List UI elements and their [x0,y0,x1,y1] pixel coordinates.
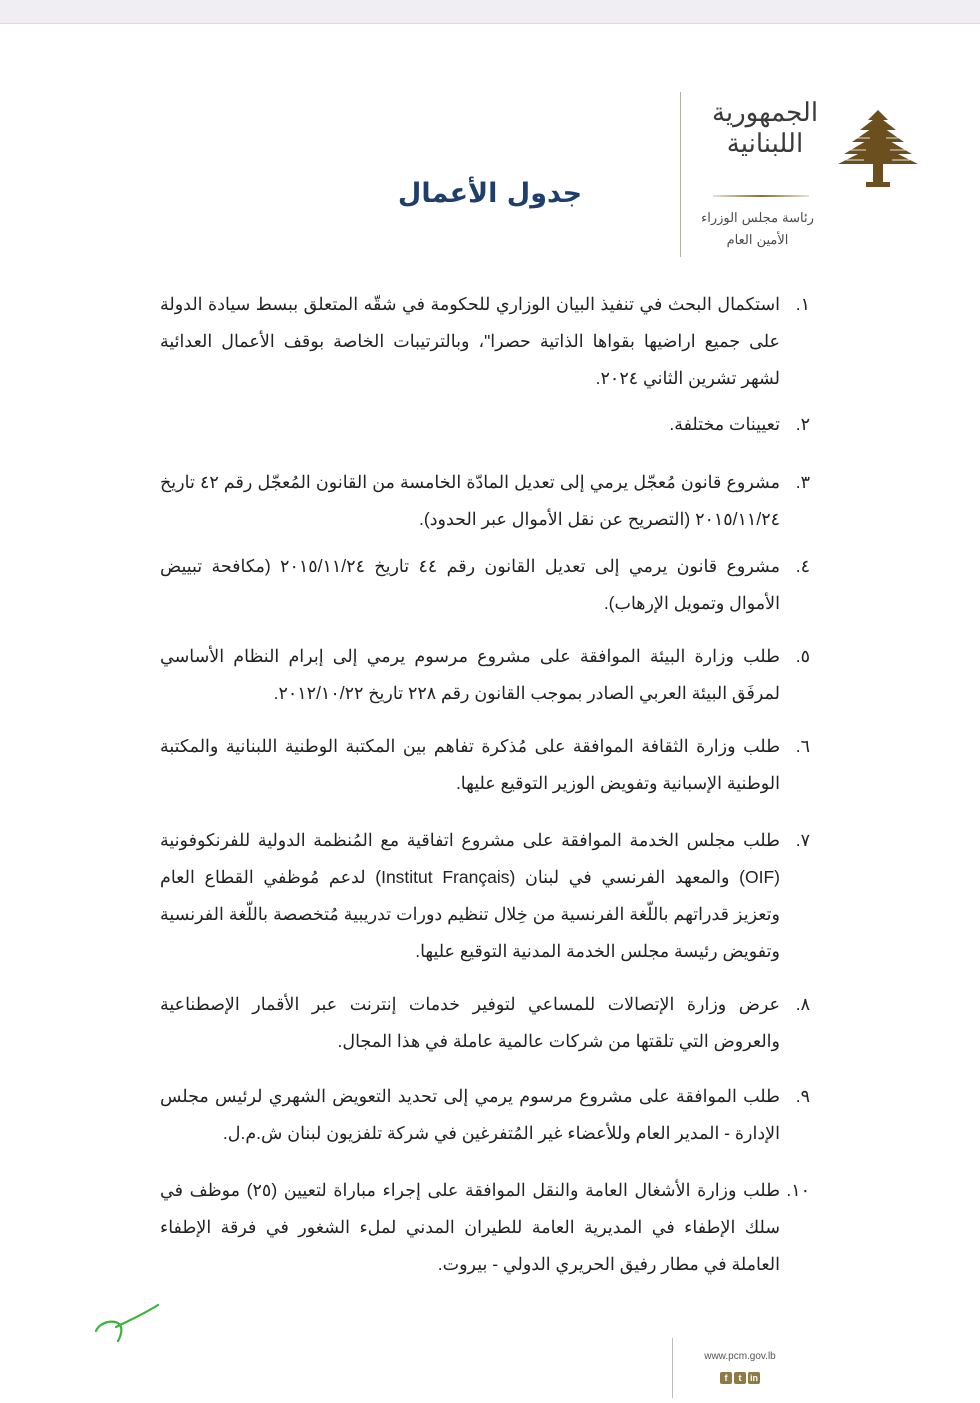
item-number: ٣. [795,472,810,492]
republic-line-2: اللبنانية [726,129,804,159]
agenda-item [160,822,810,970]
cedar-tree-icon [836,108,920,188]
agenda-item [160,548,810,622]
document-title: جدول الأعمال [397,178,583,209]
item-number: ٧. [795,830,810,850]
agenda-item [160,406,810,443]
item-number: ٤. [795,556,810,576]
item-text: طلب وزارة البيئة الموافقة على مشروع مرسوم يرمي إلى إبرام النظام الأساسي لمرفَق البيئة العربي الصادر بموجب القانون رقم ٢٢٨ تاريخ ٢٠١٢/١٠/٢٢. [160,646,780,703]
item-number: ٦. [795,736,810,756]
website-link[interactable]: www.pcm.gov.lb [704,1351,776,1362]
item-number: ٢. [795,414,810,434]
item-number: ١٠. [786,1180,810,1200]
item-text: تعيينات مختلفة. [669,414,780,434]
item-number: ٩. [795,1086,810,1106]
agenda-item [160,728,810,802]
item-text: عرض وزارة الإتصالات للمساعي لتوفير خدمات إنترنت عبر الأقمار الإصطناعية والعروض التي تلقتها من شركات عالمية عاملة في هذا المجال. [160,994,780,1051]
secretary-general-label: الأمين العام [726,233,789,248]
item-number: ١. [795,294,810,314]
letterhead-divider [680,92,681,257]
agenda-item [160,638,810,712]
viewer-top-bar [0,0,980,24]
item-text: طلب مجلس الخدمة الموافقة على مشروع اتفاقية مع المُنظمة الدولية للفرنكوفونية (OIF) والمعهد الفرنسي في لبنان (Institut Français) لدعم مُوظفي القطاع العام وتعزيز قدراتهم باللّغة الفرنسية من خِلال تنظيم دورات تدريبية مُتخصصة باللّغة الفرنسية وتفويض رئيسة مجلس الخدمة المدنية التوقيع عليها. [160,830,780,961]
republic-name [700,98,830,160]
item-text: طلب وزارة الأشغال العامة والنقل الموافقة على إجراء مباراة لتعيين (٢٥) موظف في سلك الإطفاء في المديرية العامة للطيران المدني لملء الشغور في فرقة الإطفاء العاملة في مطار رفيق الحريري الدولي - بيروت. [160,1180,780,1274]
gold-divider [713,195,809,197]
item-text: مشروع قانون يرمي إلى تعديل القانون رقم ٤٤ تاريخ ٢٠١٥/١١/٢٤ (مكافحة تبييض الأموال وتمويل الإرهاب). [160,556,780,613]
item-number: ٨. [795,994,810,1014]
item-text: طلب وزارة الثقافة الموافقة على مُذكرة تفاهم بين المكتبة الوطنية اللبنانية والمكتبة الوطنية الإسبانية وتفويض الوزير التوقيع عليها. [160,736,780,793]
twitter-icon[interactable]: t [734,1372,746,1384]
item-text: مشروع قانون مُعجّل يرمي إلى تعديل المادّة الخامسة من القانون المُعجّل رقم ٤٢ تاريخ ٢٠١٥/١١/٢٤ (التصريح عن نقل الأموال عبر الحدود). [160,472,780,529]
agenda-item [160,1172,810,1283]
agenda-item [160,286,810,397]
agenda-item [160,986,810,1060]
presidency-label: رئاسة مجلس الوزراء [701,211,814,226]
linkedin-icon[interactable]: in [750,1373,758,1383]
facebook-icon[interactable]: f [720,1372,732,1384]
agenda-item [160,464,810,538]
signature-mark [92,1297,164,1343]
social-links [720,1372,760,1384]
item-text: استكمال البحث في تنفيذ البيان الوزاري للحكومة في شقّه المتعلق ببسط سيادة الدولة على جميع اراضيها بقواها الذاتية حصرا"، وبالترتيبات الخاصة بوقف الأعمال العدائية لشهر تشرين الثاني ٢٠٢٤. [160,294,780,388]
item-text: طلب الموافقة على مشروع مرسوم يرمي إلى تحديد التعويض الشهري لرئيس مجلس الإدارة - المدير العام وللأعضاء غير المُتفرغين في شركة تلفزيون لبنان ش.م.ل. [160,1086,780,1143]
issuing-office [690,208,825,252]
footer-divider [672,1338,673,1398]
agenda-item [160,1078,810,1152]
item-number: ٥. [795,646,810,666]
republic-line-1: الجمهورية [711,98,819,128]
